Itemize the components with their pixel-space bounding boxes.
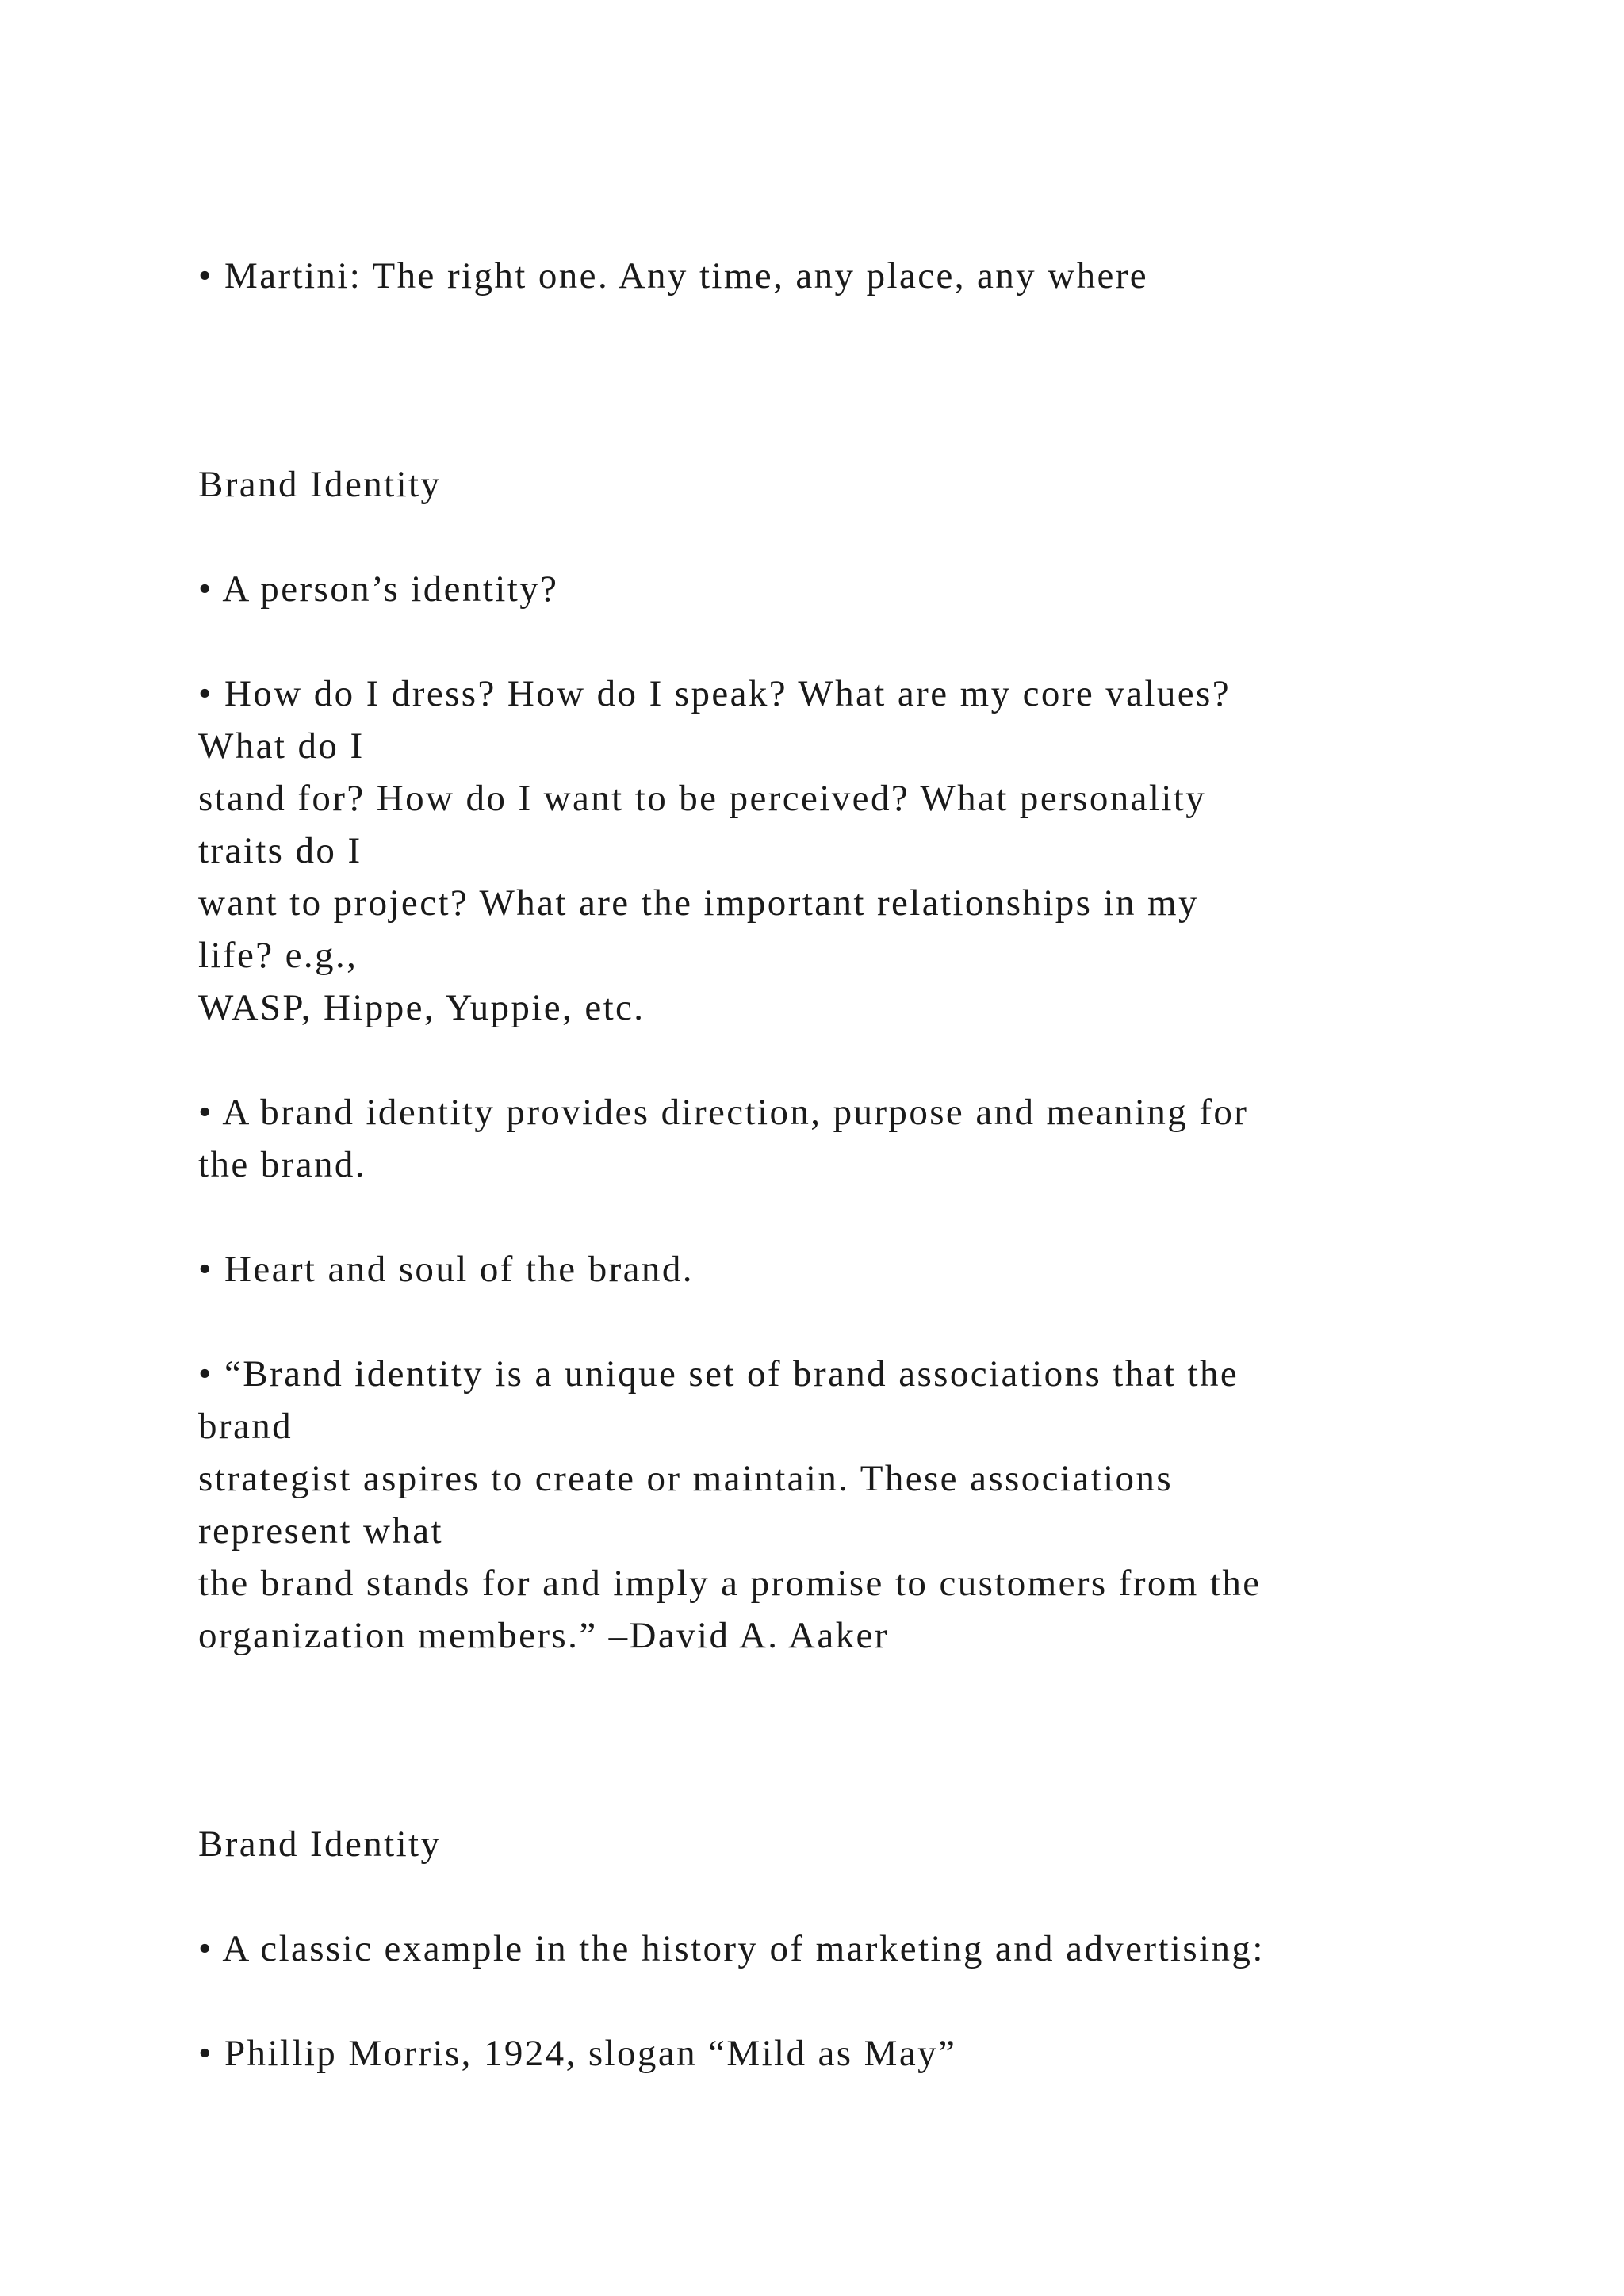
bullet-aaker-quote-line: strategist aspires to create or maintain. These associations [198, 1458, 1174, 1499]
section-heading-brand-identity-2: Brand Identity [198, 1823, 442, 1865]
bullet-classic-example: • A classic example in the history of marketing and advertising: [198, 1928, 1265, 1969]
bullet-brand-identity-direction-line: • A brand identity provides direction, purpose and meaning for [198, 1092, 1249, 1133]
bullet-brand-identity-direction-line: the brand. [198, 1144, 366, 1185]
bullet-persons-identity: • A person’s identity? [198, 568, 559, 610]
bullet-identity-questions-line: traits do I [198, 830, 362, 871]
bullet-identity-questions-line: life? e.g., [198, 935, 358, 976]
bullet-aaker-quote-line: the brand stands for and imply a promise to customers from the [198, 1563, 1262, 1604]
bullet-identity-questions-line: What do I [198, 725, 365, 767]
bullet-heart-and-soul: • Heart and soul of the brand. [198, 1249, 694, 1290]
section-heading-brand-identity: Brand Identity [198, 464, 442, 505]
bullet-identity-questions-line: WASP, Hippe, Yuppie, etc. [198, 987, 645, 1028]
bullet-aaker-quote-line: brand [198, 1406, 293, 1447]
bullet-identity-questions-line: want to project? What are the important relationships in my [198, 882, 1199, 924]
bullet-aaker-quote-line: • “Brand identity is a unique set of brand associations that the [198, 1353, 1239, 1395]
bullet-identity-questions-line: stand for? How do I want to be perceived? What personality [198, 778, 1207, 819]
bullet-phillip-morris-slogan: • Phillip Morris, 1924, slogan “Mild as May” [198, 2033, 957, 2074]
bullet-aaker-quote-line: organization members.” –David A. Aaker [198, 1615, 889, 1656]
bullet-martini-slogan: • Martini: The right one. Any time, any place, any where [198, 255, 1149, 297]
bullet-identity-questions-line: • How do I dress? How do I speak? What are my core values? [198, 673, 1231, 714]
bullet-aaker-quote-line: represent what [198, 1510, 443, 1552]
